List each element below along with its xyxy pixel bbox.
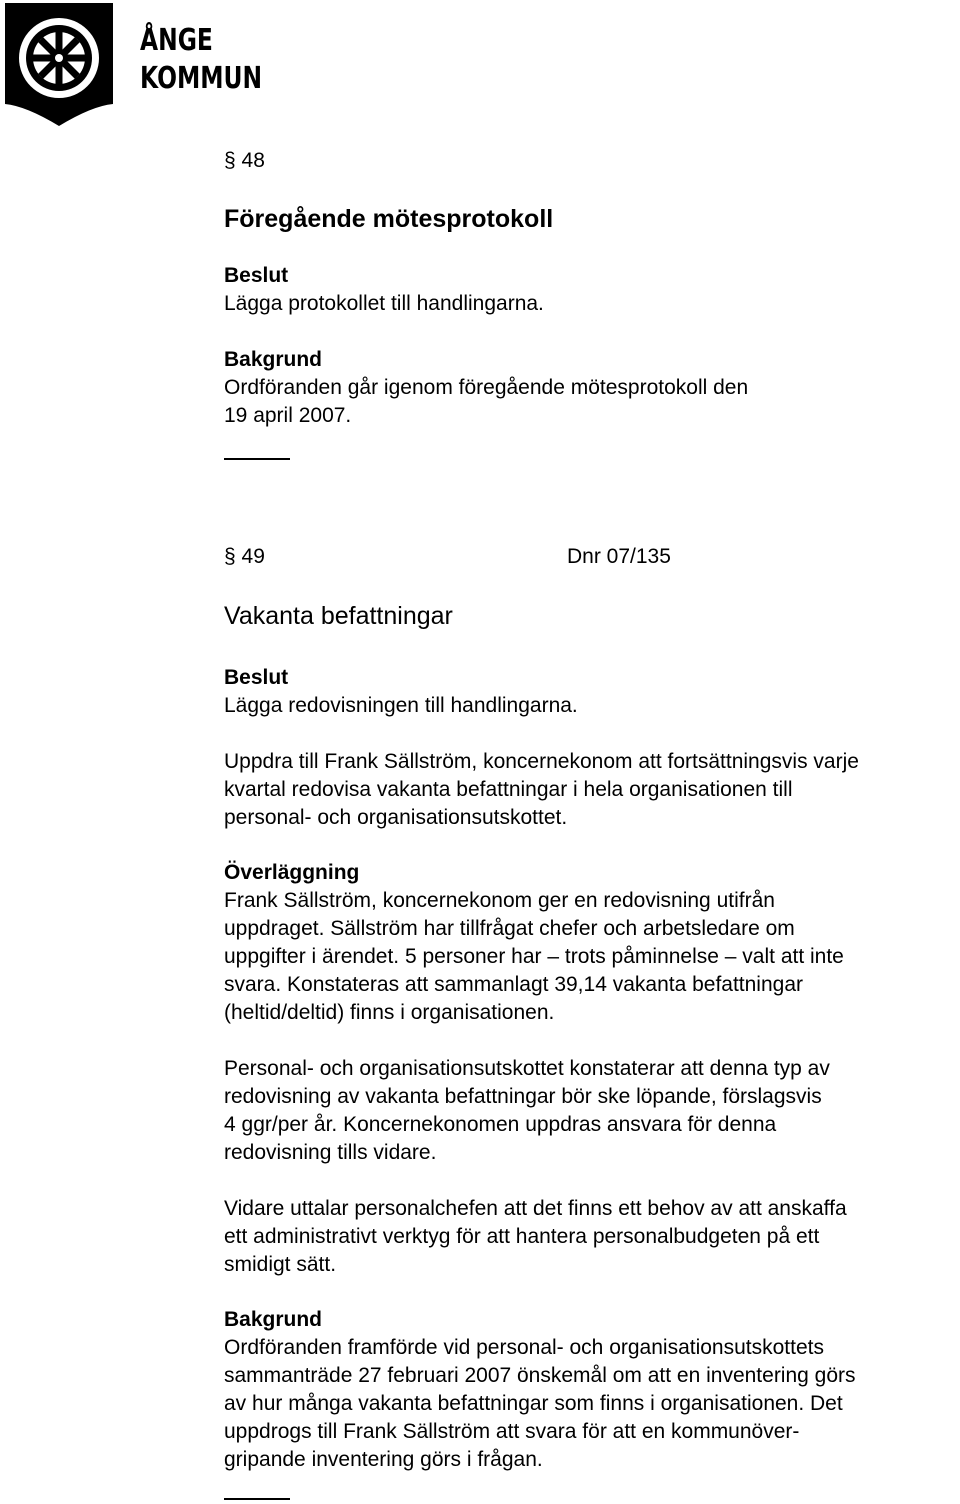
text-line: 4 ggr/per år. Koncernekonomen uppdras ansvara för denna bbox=[224, 1113, 777, 1136]
text-line: sammanträde 27 februari 2007 önskemål om att en inventering görs bbox=[224, 1364, 856, 1387]
text-line: Personal- och organisationsutskottet konstaterar att denna typ av bbox=[224, 1057, 830, 1080]
section-48-beslut-heading: Beslut bbox=[224, 264, 289, 287]
section-divider bbox=[224, 1498, 290, 1500]
text-line: Uppdra till Frank Sällström, koncernekonom att fortsättningsvis varje bbox=[224, 750, 859, 773]
section-49-beslut-heading: Beslut bbox=[224, 666, 289, 689]
section-48-bakgrund-line: Ordföranden går igenom föregående mötesprotokoll den bbox=[224, 376, 749, 399]
text-line: ett administrativt verktyg för att hantera personalbudgeten på ett bbox=[224, 1225, 820, 1248]
section-49-bakgrund-paragraph bbox=[224, 1334, 960, 1474]
text-line: gripande inventering görs i frågan. bbox=[224, 1448, 543, 1471]
municipality-logo bbox=[0, 0, 263, 128]
section-48-bakgrund-heading: Bakgrund bbox=[224, 348, 323, 371]
uppdra-paragraph bbox=[224, 748, 960, 832]
brand-line-1: ÅNGE bbox=[140, 23, 213, 58]
section-divider bbox=[224, 458, 290, 460]
text-line: uppdraget. Sällström har tillfrågat chefer och arbetsledare om bbox=[224, 917, 795, 940]
text-line: uppdrogs till Frank Sällström att svara för att en kommunöver- bbox=[224, 1420, 800, 1443]
text-line: svara. Konstateras att sammanlagt 39,14 vakanta befattningar bbox=[224, 973, 804, 996]
vidare-paragraph bbox=[224, 1195, 960, 1279]
text-line: personal- och organisationsutskottet. bbox=[224, 806, 568, 829]
text-line: redovisning tills vidare. bbox=[224, 1141, 437, 1164]
text-line: Ordföranden framförde vid personal- och organisationsutskottets bbox=[224, 1336, 824, 1359]
text-line: Frank Sällström, koncernekonom ger en redovisning utifrån bbox=[224, 889, 775, 912]
section-48-bakgrund-line: 19 april 2007. bbox=[224, 404, 352, 427]
section-49-beslut-text: Lägga redovisningen till handlingarna. bbox=[224, 694, 578, 717]
text-line: (heltid/deltid) finns i organisationen. bbox=[224, 1001, 555, 1024]
diary-number: Dnr 07/135 bbox=[567, 545, 671, 568]
text-line: kvartal redovisa vakanta befattningar i hela organisationen till bbox=[224, 778, 793, 801]
brand-name bbox=[140, 22, 262, 98]
section-48-title: Föregående mötesprotokoll bbox=[224, 205, 554, 233]
text-line: av hur många vakanta befattningar som finns i organisationen. Det bbox=[224, 1392, 843, 1415]
text-line: redovisning av vakanta befattningar bör ske löpande, förslagsvis bbox=[224, 1085, 822, 1108]
overlaggning-heading: Överläggning bbox=[224, 861, 360, 884]
section-49-title: Vakanta befattningar bbox=[224, 602, 453, 630]
overlaggning-paragraph bbox=[224, 887, 960, 1027]
paragraph-number-49: § 49 bbox=[224, 545, 265, 568]
section-48-beslut-text: Lägga protokollet till handlingarna. bbox=[224, 292, 544, 315]
text-line: uppgifter i ärendet. 5 personer har – trots påminnelse – valt att inte bbox=[224, 945, 844, 968]
text-line: Vidare uttalar personalchefen att det finns ett behov av att anskaffa bbox=[224, 1197, 847, 1220]
personal-paragraph bbox=[224, 1055, 960, 1167]
paragraph-number-48: § 48 bbox=[224, 149, 265, 172]
brand-line-2: KOMMUN bbox=[140, 61, 263, 96]
section-49-bakgrund-heading: Bakgrund bbox=[224, 1308, 323, 1331]
wheel-shield-icon bbox=[0, 0, 118, 128]
text-line: smidigt sätt. bbox=[224, 1253, 337, 1276]
